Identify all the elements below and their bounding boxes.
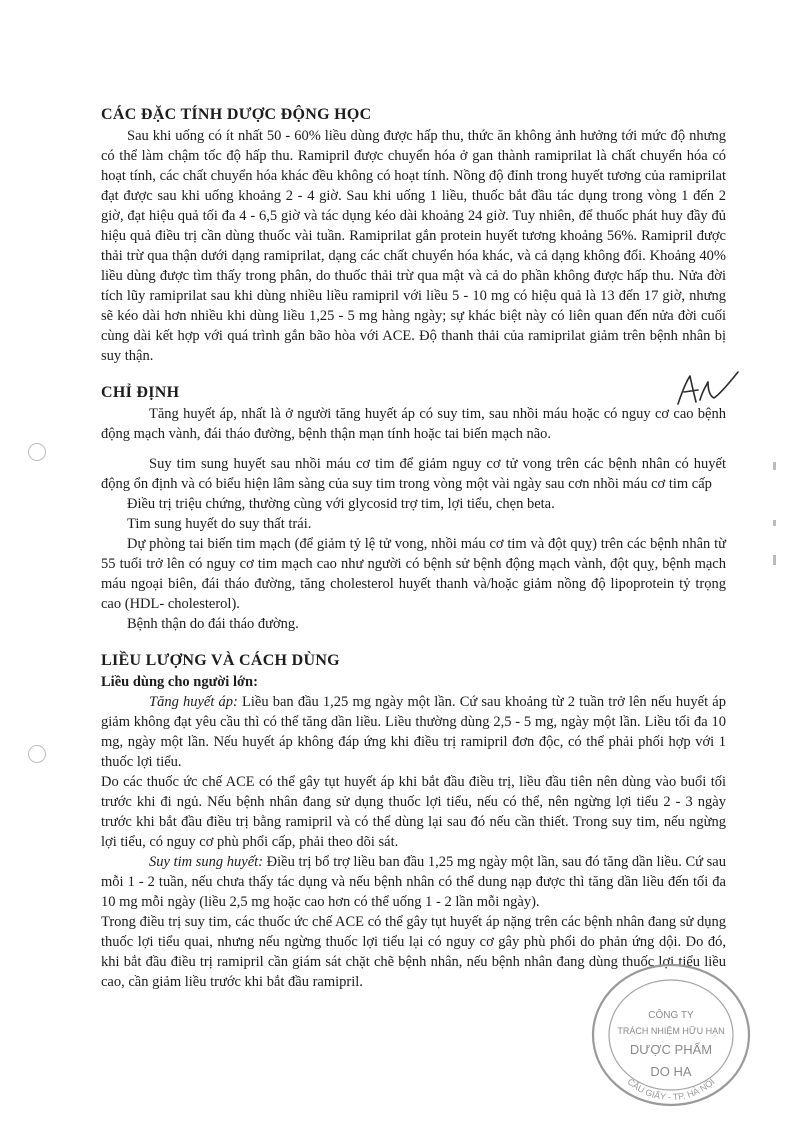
document-body <box>101 104 726 992</box>
punch-hole-bottom <box>28 745 46 763</box>
hypertension-dosage-paragraph <box>101 692 726 772</box>
heart-failure-text: Điều trị bổ trợ liều ban đầu 1,25 mg ngày một lần, sau đó tăng dần liều. Cứ sau mỗi 1 - 2 tuần, nếu chưa thấy tác dụng và nếu bệnh nhân có thể dung nạp được thì tăng dần liều đến tối đa 10 mg mỗi ngày (liều 2,5 mg hoặc cao hơn có thể uống 1 - 2 lần mỗi ngày). <box>101 854 726 910</box>
indication-paragraph: Bệnh thận do đái tháo đường. <box>127 616 299 632</box>
heart-failure-note: Trong điều trị suy tim, các thuốc ức chế ACE có thể gây tụt huyết áp nặng trên các bệnh nhân đang sử dụng thuốc lợi tiểu quai, nhưng nếu ngừng thuốc lợi tiểu lại có nguy cơ gây phù phổi do phản ứng dội. Do đó, khi bắt đầu điều trị ramipril cần giám sát chặt chẽ bệnh nhân, nếu bệnh nhân đang dùng thuốc lợi tiểu liều cao, cần giảm liều trước khi bắt đầu ramipril. <box>101 914 726 990</box>
hypertension-text: Liều ban đầu 1,25 mg ngày một lần. Cứ sau khoảng từ 2 tuần trở lên nếu huyết áp giảm không đạt yêu cầu thì có thể tăng dần liều. Liều thường dùng 2,5 - 5 mg, ngày một lần. Liều tối đa 10 mg, ngày một lần. Nếu huyết áp không đáp ứng khi điều trị ramipril đơn độc, có thể phải phối hợp với 1 thuốc lợi tiểu. <box>101 694 726 770</box>
edge-mark <box>773 555 776 565</box>
indications-heading: CHỈ ĐỊNH <box>101 384 180 401</box>
heart-failure-dosage-paragraph <box>101 852 726 912</box>
adult-dosage-subheading: Liều dùng cho người lớn: <box>101 674 258 690</box>
heart-failure-label: Suy tim sung huyết: <box>149 854 264 870</box>
seal-line-3: DƯỢC PHẨM <box>629 1042 713 1057</box>
indication-paragraph: Dự phòng tai biến tim mạch (để giảm tỷ lệ tử vong, nhồi máu cơ tim và đột quỵ) trên các bệnh nhân từ 55 tuổi trở lên có nguy cơ tim mạch cao như người có bệnh sử bệnh động mạch vành, đột quỵ, bệnh mạch máu ngoại biên, đái tháo đường, tăng cholesterol huyết thanh và/hoặc giảm nồng độ lipoprotein tỷ trọng cao (HDL- cholesterol). <box>101 536 726 612</box>
dosage-heading: LIỀU LƯỢNG VÀ CÁCH DÙNG <box>101 652 340 669</box>
indication-paragraph: Điều trị triệu chứng, thường cùng với glycosid trợ tim, lợi tiểu, chẹn beta. <box>127 496 555 512</box>
edge-mark <box>773 462 776 470</box>
handwritten-signature <box>672 364 742 412</box>
indication-paragraph: Tim sung huyết do suy thất trái. <box>127 516 312 532</box>
punch-hole-top <box>28 443 46 461</box>
indication-paragraph: Suy tim sung huyết sau nhồi máu cơ tim để giảm nguy cơ tử vong trên các bệnh nhân có huyết động ổn định và có biểu hiện lâm sàng của suy tim trong vòng một vài ngày sau cơn nhồi máu cơ tim cấp <box>101 456 726 492</box>
company-seal <box>586 960 756 1110</box>
hypertension-label: Tăng huyết áp: <box>149 694 238 710</box>
pharmacokinetics-paragraph: Sau khi uống có ít nhất 50 - 60% liều dùng được hấp thu, thức ăn không ảnh hưởng tới mức độ nhưng có thể làm chậm tốc độ hấp thu. Ramipril được chuyển hóa ở gan thành ramiprilat là chất chuyển hóa có hoạt tính, các chất chuyển hóa khác đều không có hoạt tính. Nồng độ đỉnh trong huyết tương của ramiprilat đạt được sau khi uống khoảng 2 - 4 giờ. Sau khi uống 1 liều, thuốc bắt đầu tác dụng trong vòng 1 đến 2 giờ, đạt hiệu quả tối đa 4 - 6,5 giờ và tác dụng kéo dài khoảng 24 giờ. Tuy nhiên, để thuốc phát huy đầy đủ hiệu quả điều trị cần dùng thuốc vài tuần. Ramiprilat gắn protein huyết tương khoảng 56%. Ramipril được thải trừ qua thận dưới dạng ramiprilat, dạng các chất chuyển hóa khác, và cả dạng không đổi. Khoảng 40% liều dùng được tìm thấy trong phân, do thuốc thải trừ qua mật và cả do phần không được hấp thu. Nửa đời tích lũy ramiprilat sau khi dùng nhiều liều ramipril với liều 5 - 10 mg có hiệu quả là 13 đến 17 giờ, nhưng sẽ kéo dài hơn nhiều khi dùng liều 1,25 - 5 mg hàng ngày; sự khác biệt này có liên quan đến nửa đời cuối cùng dài kết hợp với quá trình gắn bão hòa với ACE. Độ thanh thải của ramiprilat giảm trên bệnh nhân bị suy thận. <box>101 128 726 364</box>
ace-inhibitor-note: Do các thuốc ức chế ACE có thể gây tụt huyết áp khi bắt đầu điều trị, liều đầu tiên nên dùng vào buổi tối trước khi đi ngủ. Nếu bệnh nhân đang sử dụng thuốc lợi tiểu, nếu có thể, nên ngừng lợi tiểu 2 - 3 ngày trước khi bắt đầu điều trị bằng ramipril và có thể dùng lại sau đó nếu cần thiết. Trong suy tim, nếu ngừng lợi tiểu, có nguy cơ phù phổi cấp, phải theo dõi sát. <box>101 774 726 850</box>
seal-line-4: DO HA <box>650 1064 692 1079</box>
indication-paragraph: Tăng huyết áp, nhất là ở người tăng huyết áp có suy tim, sau nhồi máu hoặc có nguy cơ cao bệnh động mạch vành, đái tháo đường, bệnh thận mạn tính hoặc tai biến mạch não. <box>101 406 726 442</box>
seal-line-2: TRÁCH NHIỆM HỮU HẠN <box>617 1026 725 1036</box>
seal-line-1: CÔNG TY <box>648 1010 694 1021</box>
edge-mark <box>773 520 776 526</box>
pharmacokinetics-heading: CÁC ĐẶC TÍNH DƯỢC ĐỘNG HỌC <box>101 106 372 123</box>
seal-ring-text: CẦU GIẤY - TP. HÀ NỘI <box>625 1076 717 1103</box>
